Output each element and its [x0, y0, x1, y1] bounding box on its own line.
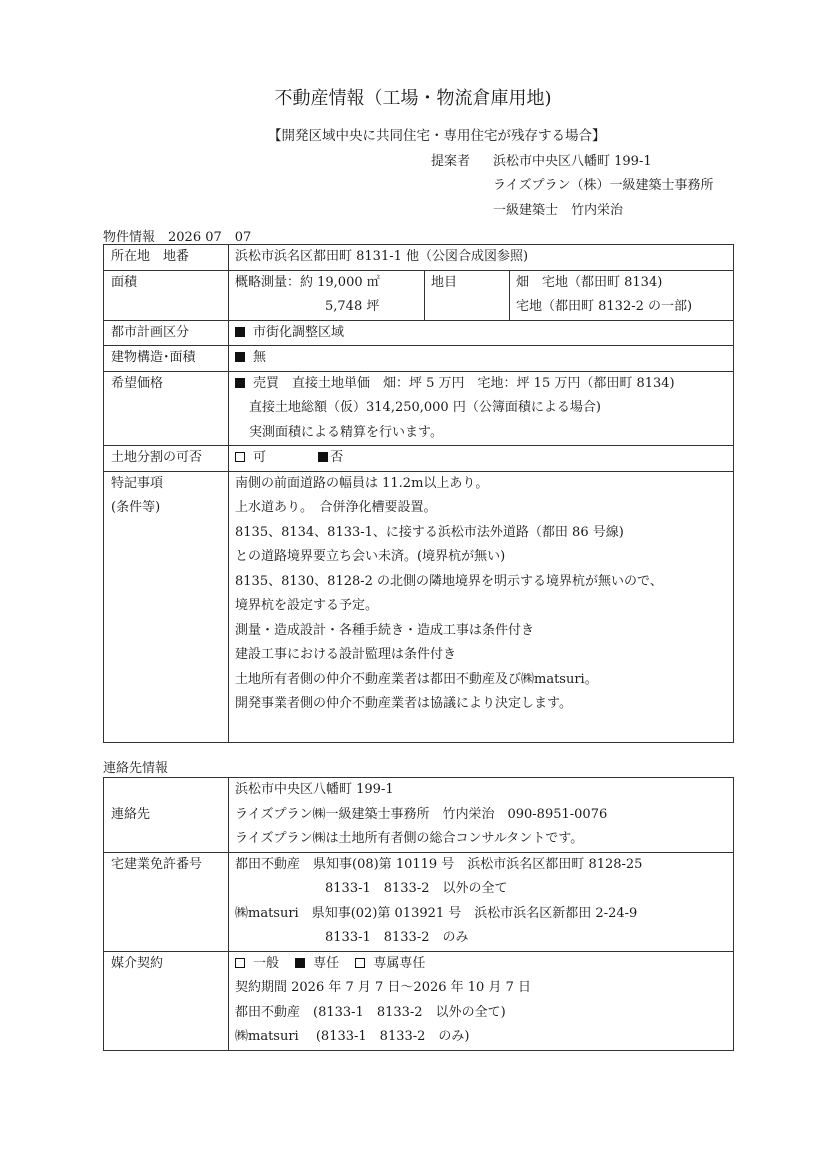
- area-tsubo: 5,748 坪: [325, 299, 380, 314]
- mediation-value: 一般 専任 専属専任 契約期間 2026 年 7 月 7 日～2026 年 10 月 7 日 都田不動産 (8133-1 8133-2 以外の全て) ㈱matsuri (8133-1 8133-2 のみ): [229, 951, 734, 1050]
- area-value: [229, 270, 425, 320]
- proposer-address: 浜松市中央区八幡町 199-1: [493, 154, 652, 169]
- mediation-label: 媒介契約: [104, 951, 229, 1050]
- contact-info-heading: 連絡先情報: [103, 761, 169, 776]
- zoning-label: 都市計画区分: [104, 320, 229, 346]
- row-division: [104, 446, 734, 472]
- division-yes: 可: [253, 450, 267, 465]
- building-value: 無: [229, 346, 734, 372]
- row-notes: [104, 471, 734, 742]
- row-mediation: [104, 951, 734, 1050]
- list-item: 境界杭を設定する予定。: [235, 598, 379, 613]
- checked-box-icon: [235, 352, 245, 362]
- list-item: 土地所有者側の仲介不動産業者は都田不動産及び㈱matsuri。: [235, 671, 598, 687]
- checked-box-icon: [235, 327, 245, 337]
- checked-box-icon: [235, 378, 245, 388]
- proposer-person: 一級建築士 竹内栄治: [493, 203, 624, 218]
- unchecked-box-icon: [235, 958, 245, 968]
- zoning-value: 市街化調整区域: [229, 320, 734, 346]
- land-category-value: 畑 宅地（都田町 8134) 宅地（都田町 8132-2 の一部): [510, 270, 734, 320]
- contact-label: 連絡先: [104, 778, 229, 853]
- unchecked-box-icon: [355, 958, 365, 968]
- proposer-company: ライズプラン（株）一級建築士事務所: [493, 178, 714, 193]
- proposer-label: 提案者: [431, 154, 471, 169]
- location-value: 浜松市浜名区都田町 8131-1 他（公図合成図参照): [229, 245, 734, 271]
- row-contact: [104, 778, 734, 853]
- row-area: [104, 270, 734, 320]
- contact-info-table: [103, 777, 734, 1051]
- row-building: [104, 346, 734, 372]
- license-value: 都田不動産 県知事(08)第 10119 号 浜松市浜名区都田町 8128-25 8133-1 8133-2 以外の全て ㈱matsuri 県知事(02)第 013921 号 浜松市浜名区新都田 2-24-9 8133-1 8133-2 のみ: [229, 852, 734, 951]
- row-location: [104, 245, 734, 271]
- price-value: 売買 直接土地単価 畑：坪 5 万円 宅地：坪 15 万円（都田町 8134) 直接土地総額（仮）314,250,000 円（公簿面積による場合) 実測面積による精算を行います。: [229, 371, 734, 446]
- division-label: 土地分割の可否: [104, 446, 229, 472]
- area-label: 面積: [104, 270, 229, 320]
- division-value: [229, 446, 734, 472]
- license-label: 宅建業免許番号: [104, 852, 229, 951]
- building-label: 建物構造･面積: [104, 346, 229, 372]
- list-item: 8135、8130、8128-2 の北側の隣地境界を明示する境界杭が無いので、: [235, 573, 663, 589]
- area-survey: 概略測量：約 19,000 ㎡: [235, 274, 380, 290]
- list-item: 8135、8134、8133-1、に接する浜松市法外道路（都田 86 号線): [235, 524, 624, 540]
- checked-box-icon: [318, 452, 328, 462]
- list-item: 開発事業者側の仲介不動産業者は協議により決定します。: [235, 696, 572, 711]
- row-price: [104, 371, 734, 446]
- notes-label: 特記事項 (条件等): [104, 471, 229, 742]
- property-info-heading: 物件情報 2026 07 07: [103, 230, 252, 245]
- row-license: [104, 852, 734, 951]
- location-label: 所在地 地番: [104, 245, 229, 271]
- land-category-label: 地目: [425, 270, 510, 320]
- property-info-table: [103, 244, 734, 743]
- division-no: 否: [330, 450, 344, 465]
- unchecked-box-icon: [235, 452, 245, 462]
- list-item: 建設工事における設計監理は条件付き: [235, 647, 457, 662]
- notes-value: [229, 471, 734, 742]
- price-label: 希望価格: [104, 371, 229, 446]
- list-item: との道路境界要立ち会い未済。(境界杭が無い): [235, 549, 506, 564]
- list-item: 上水道あり。 合併浄化槽要設置。: [235, 500, 437, 515]
- subtitle: 【開発区域中央に共同住宅・専用住宅が残存する場合】: [268, 128, 606, 144]
- list-item: 測量・造成設計・各種手続き・造成工事は条件付き: [235, 622, 535, 638]
- list-item: 南側の前面道路の幅員は 11.2m以上あり。: [235, 475, 489, 491]
- row-zoning: [104, 320, 734, 346]
- checked-box-icon: [295, 958, 305, 968]
- page-title: 不動産情報（工場・物流倉庫用地): [274, 88, 552, 109]
- contact-value: 浜松市中央区八幡町 199-1 ライズプラン㈱一級建築士事務所 竹内栄治 090-8951-0076 ライズプラン㈱は土地所有者側の総合コンサルタントです。: [229, 778, 734, 853]
